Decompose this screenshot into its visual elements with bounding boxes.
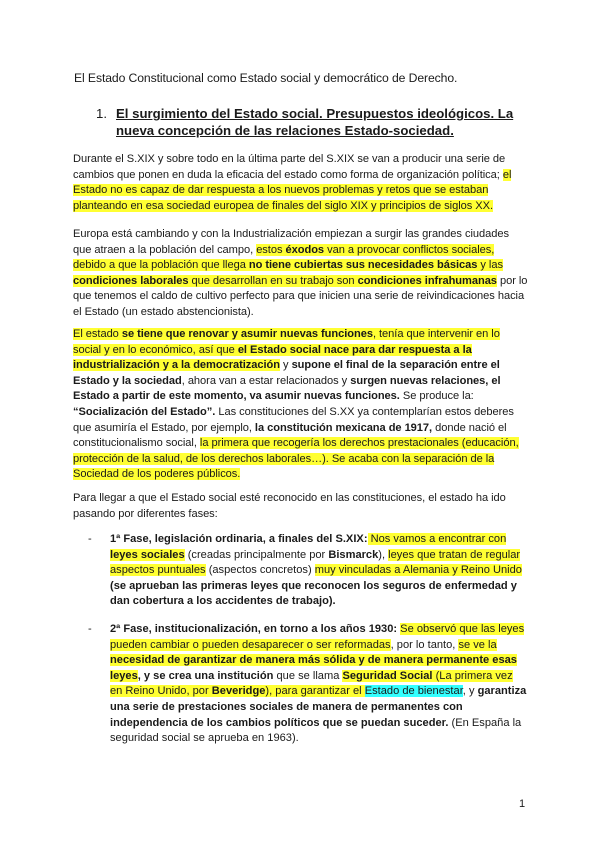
list-item-body — [110, 532, 528, 610]
p3-highlight: , tenía que intervenir en lo social y en lo económico, así que — [73, 328, 500, 356]
item2-bold-highlight: necesidad de garantizar de manera más sólida y de manera permanente esas leyes — [110, 654, 517, 682]
p2-highlight: van a provocar conflictos sociales, debido a que la población que llega — [73, 243, 495, 272]
p2-highlight: que desarrollan en su trabajo son — [188, 274, 358, 287]
paragraph-1 — [73, 152, 529, 214]
item1-highlight: leyes que tratan de regular aspectos puntuales — [110, 548, 521, 577]
item2-text: (En España la seguridad social se aprueba en 1963). — [110, 716, 522, 745]
item1-bold: Bismarck — [328, 548, 379, 561]
item1-highlight: muy vinculadas a Alemania y Reino Unido — [314, 564, 522, 577]
p3-bold-highlight: se tiene que renovar y asumir nuevas funciones — [121, 328, 373, 340]
item2-bold: 2ª Fase, institucionalización, en torno a los años 1930: — [110, 623, 398, 635]
document-title: El Estado Constitucional como Estado social y democrático de Derecho. — [74, 71, 458, 85]
p3-text: Se produce la: — [399, 390, 474, 403]
item2-highlight: se ve la — [458, 638, 497, 651]
p3-text: , ahora van a estar relacionados y — [181, 374, 351, 387]
item2-cyan-highlight: Estado de bienestar — [364, 685, 463, 698]
p1-highlight: el Estado no es capaz de dar respuesta a los nuevos problemas y retos que se estaban planteando en esa sociedad europea de finales del siglo XIX y principios de siglos XX. — [73, 168, 512, 212]
heading-number: 1. — [96, 106, 107, 121]
list-bullet: - — [88, 623, 92, 635]
paragraph-3 — [73, 327, 529, 483]
list-bullet: - — [88, 533, 92, 545]
item2-bold: garantiza una serie de prestaciones sociales de manera de permanentes con independencia de los cambios políticos que se puedan suceder. — [110, 685, 527, 729]
item2-highlight: (La primera vez en Reino Unido, por — [110, 669, 513, 698]
item1-bold: (se aprueban las primeras leyes que reconocen los seguros de enfermedad y dan cobertura a los accidentes de trabajo). — [110, 579, 517, 608]
p4-text: Para llegar a que el Estado social esté reconocido en las constituciones, el estado ha ido pasando por diferentes fases: — [73, 492, 506, 520]
p3-text: y — [280, 359, 292, 372]
item2-highlight: ), para garantizar el — [265, 685, 365, 698]
p2-bold-highlight: éxodos — [285, 243, 325, 256]
item2-text: que se llama — [273, 669, 343, 682]
item1-highlight: Nos vamos a encontrar con — [367, 533, 507, 545]
p3-bold: la constitución mexicana de 1917, — [254, 421, 433, 434]
p2-highlight: y las — [477, 259, 503, 272]
item1-text: (aspectos concretos) — [205, 564, 315, 577]
item1-bold: 1ª Fase, legislación ordinaria, a finales del S.XIX: — [110, 533, 368, 545]
p2-highlight: estos — [256, 243, 286, 256]
item1-bold-highlight: leyes sociales — [110, 548, 185, 561]
item2-text: , y — [462, 685, 478, 698]
list-item-phase-1 — [88, 532, 528, 610]
paragraph-2 — [73, 227, 529, 321]
p2-text: por lo que tenemos el caldo de cultivo perfecto para que inicien una serie de reivindicaciones hacia el Estado (un estado abstencionista). — [73, 274, 528, 318]
p2-bold-highlight: no tiene cubiertas sus necesidades básicas — [248, 259, 478, 272]
p3-bold-highlight: el Estado social nace para dar respuesta a la industrialización y a la democratización — [73, 343, 472, 372]
item2-bold-highlight: Seguridad Social — [342, 669, 433, 682]
item2-bold: , y se crea una institución — [137, 669, 274, 682]
p3-text: donde nació el constitucionalismo social, — [73, 421, 507, 450]
item2-text: , por lo tanto, — [390, 638, 459, 651]
p3-highlight: la primera que recogería los derechos prestacionales (educación, protección de la salud, de los derechos laborales…). Se acaba con la separación de la Sociedad de los poderes públicos. — [73, 437, 519, 481]
p3-bold: supone el final de la separación entre el Estado y la sociedad — [73, 359, 500, 387]
p2-text: Europa está cambiando y con la Industrialización empiezan a surgir las grandes ciudades que atraen a la población del campo, — [73, 228, 509, 256]
p2-bold-highlight: condiciones infrahumanas — [357, 274, 497, 287]
item2-bold-highlight: Beveridge — [211, 685, 266, 698]
p2-bold-highlight: condiciones laborales — [73, 274, 189, 287]
page-number: 1 — [519, 798, 526, 810]
p3-highlight: El estado — [73, 328, 122, 340]
p3-text: Las constituciones del S.XX ya contemplarían estos deberes que asumiría el Estado, por ejemplo, — [73, 405, 514, 434]
item1-text: (creadas principalmente por — [184, 548, 329, 561]
p3-bold: surgen nuevas relaciones, el Estado a partir de este momento, va asumir nuevas funciones. — [73, 374, 501, 403]
item2-highlight: Se observó que las leyes pueden cambiar o pueden desaparecer o ser reformadas — [110, 623, 525, 651]
list-item-phase-2 — [88, 622, 528, 747]
heading-text: El surgimiento del Estado social. Presupuestos ideológicos. La nueva concepción de las relaciones Estado-sociedad. — [116, 106, 514, 138]
section-heading — [96, 105, 526, 139]
p3-bold: “Socialización del Estado”. — [73, 405, 216, 418]
paragraph-4 — [73, 491, 529, 522]
p1-text: Durante el S.XIX y sobre todo en la última parte del S.XIX se van a producir una serie de cambios que ponen en duda la eficacia del estado como forma de organización política; — [73, 153, 506, 181]
item1-text: ), — [378, 548, 389, 561]
list-item-body — [110, 622, 528, 747]
